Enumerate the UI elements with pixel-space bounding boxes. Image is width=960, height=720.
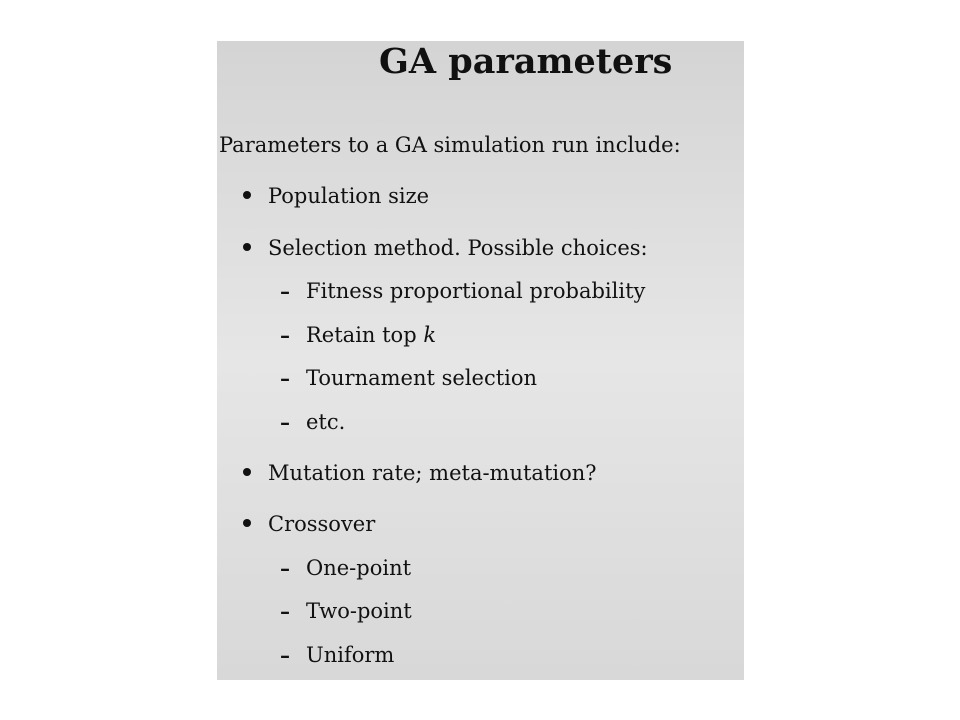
dash-icon: – <box>280 323 290 347</box>
sub-item-one-point: One-point <box>306 556 412 580</box>
dash-icon: – <box>280 279 290 303</box>
sub-item-two-point: Two-point <box>306 599 412 623</box>
intro-text: Parameters to a GA simulation run include: <box>219 133 681 157</box>
slide <box>217 41 744 680</box>
sub-item-fitness: Fitness proportional probability <box>306 279 646 303</box>
dash-icon: – <box>280 556 290 580</box>
bullet-selection-method: Selection method. Possible choices: <box>268 236 648 260</box>
bullet-icon <box>243 468 251 476</box>
bullet-crossover: Crossover <box>268 512 376 536</box>
bullet-icon <box>243 519 251 527</box>
sub-item-tournament: Tournament selection <box>306 366 538 390</box>
bullet-icon <box>243 243 251 251</box>
variable-k: k <box>423 323 437 347</box>
bullet-icon <box>243 191 251 199</box>
sub-item-retain-top <box>306 322 436 348</box>
bullet-mutation-rate: Mutation rate; meta-mutation? <box>268 461 597 485</box>
bullet-population-size: Population size <box>268 184 430 208</box>
dash-icon: – <box>280 599 290 623</box>
sub-item-retain-top-text: Retain top <box>306 323 424 347</box>
sub-item-uniform: Uniform <box>306 643 395 667</box>
slide-title: GA parameters <box>379 41 673 82</box>
dash-icon: – <box>280 366 290 390</box>
dash-icon: – <box>280 410 290 434</box>
dash-icon: – <box>280 643 290 667</box>
sub-item-etc: etc. <box>306 410 346 434</box>
